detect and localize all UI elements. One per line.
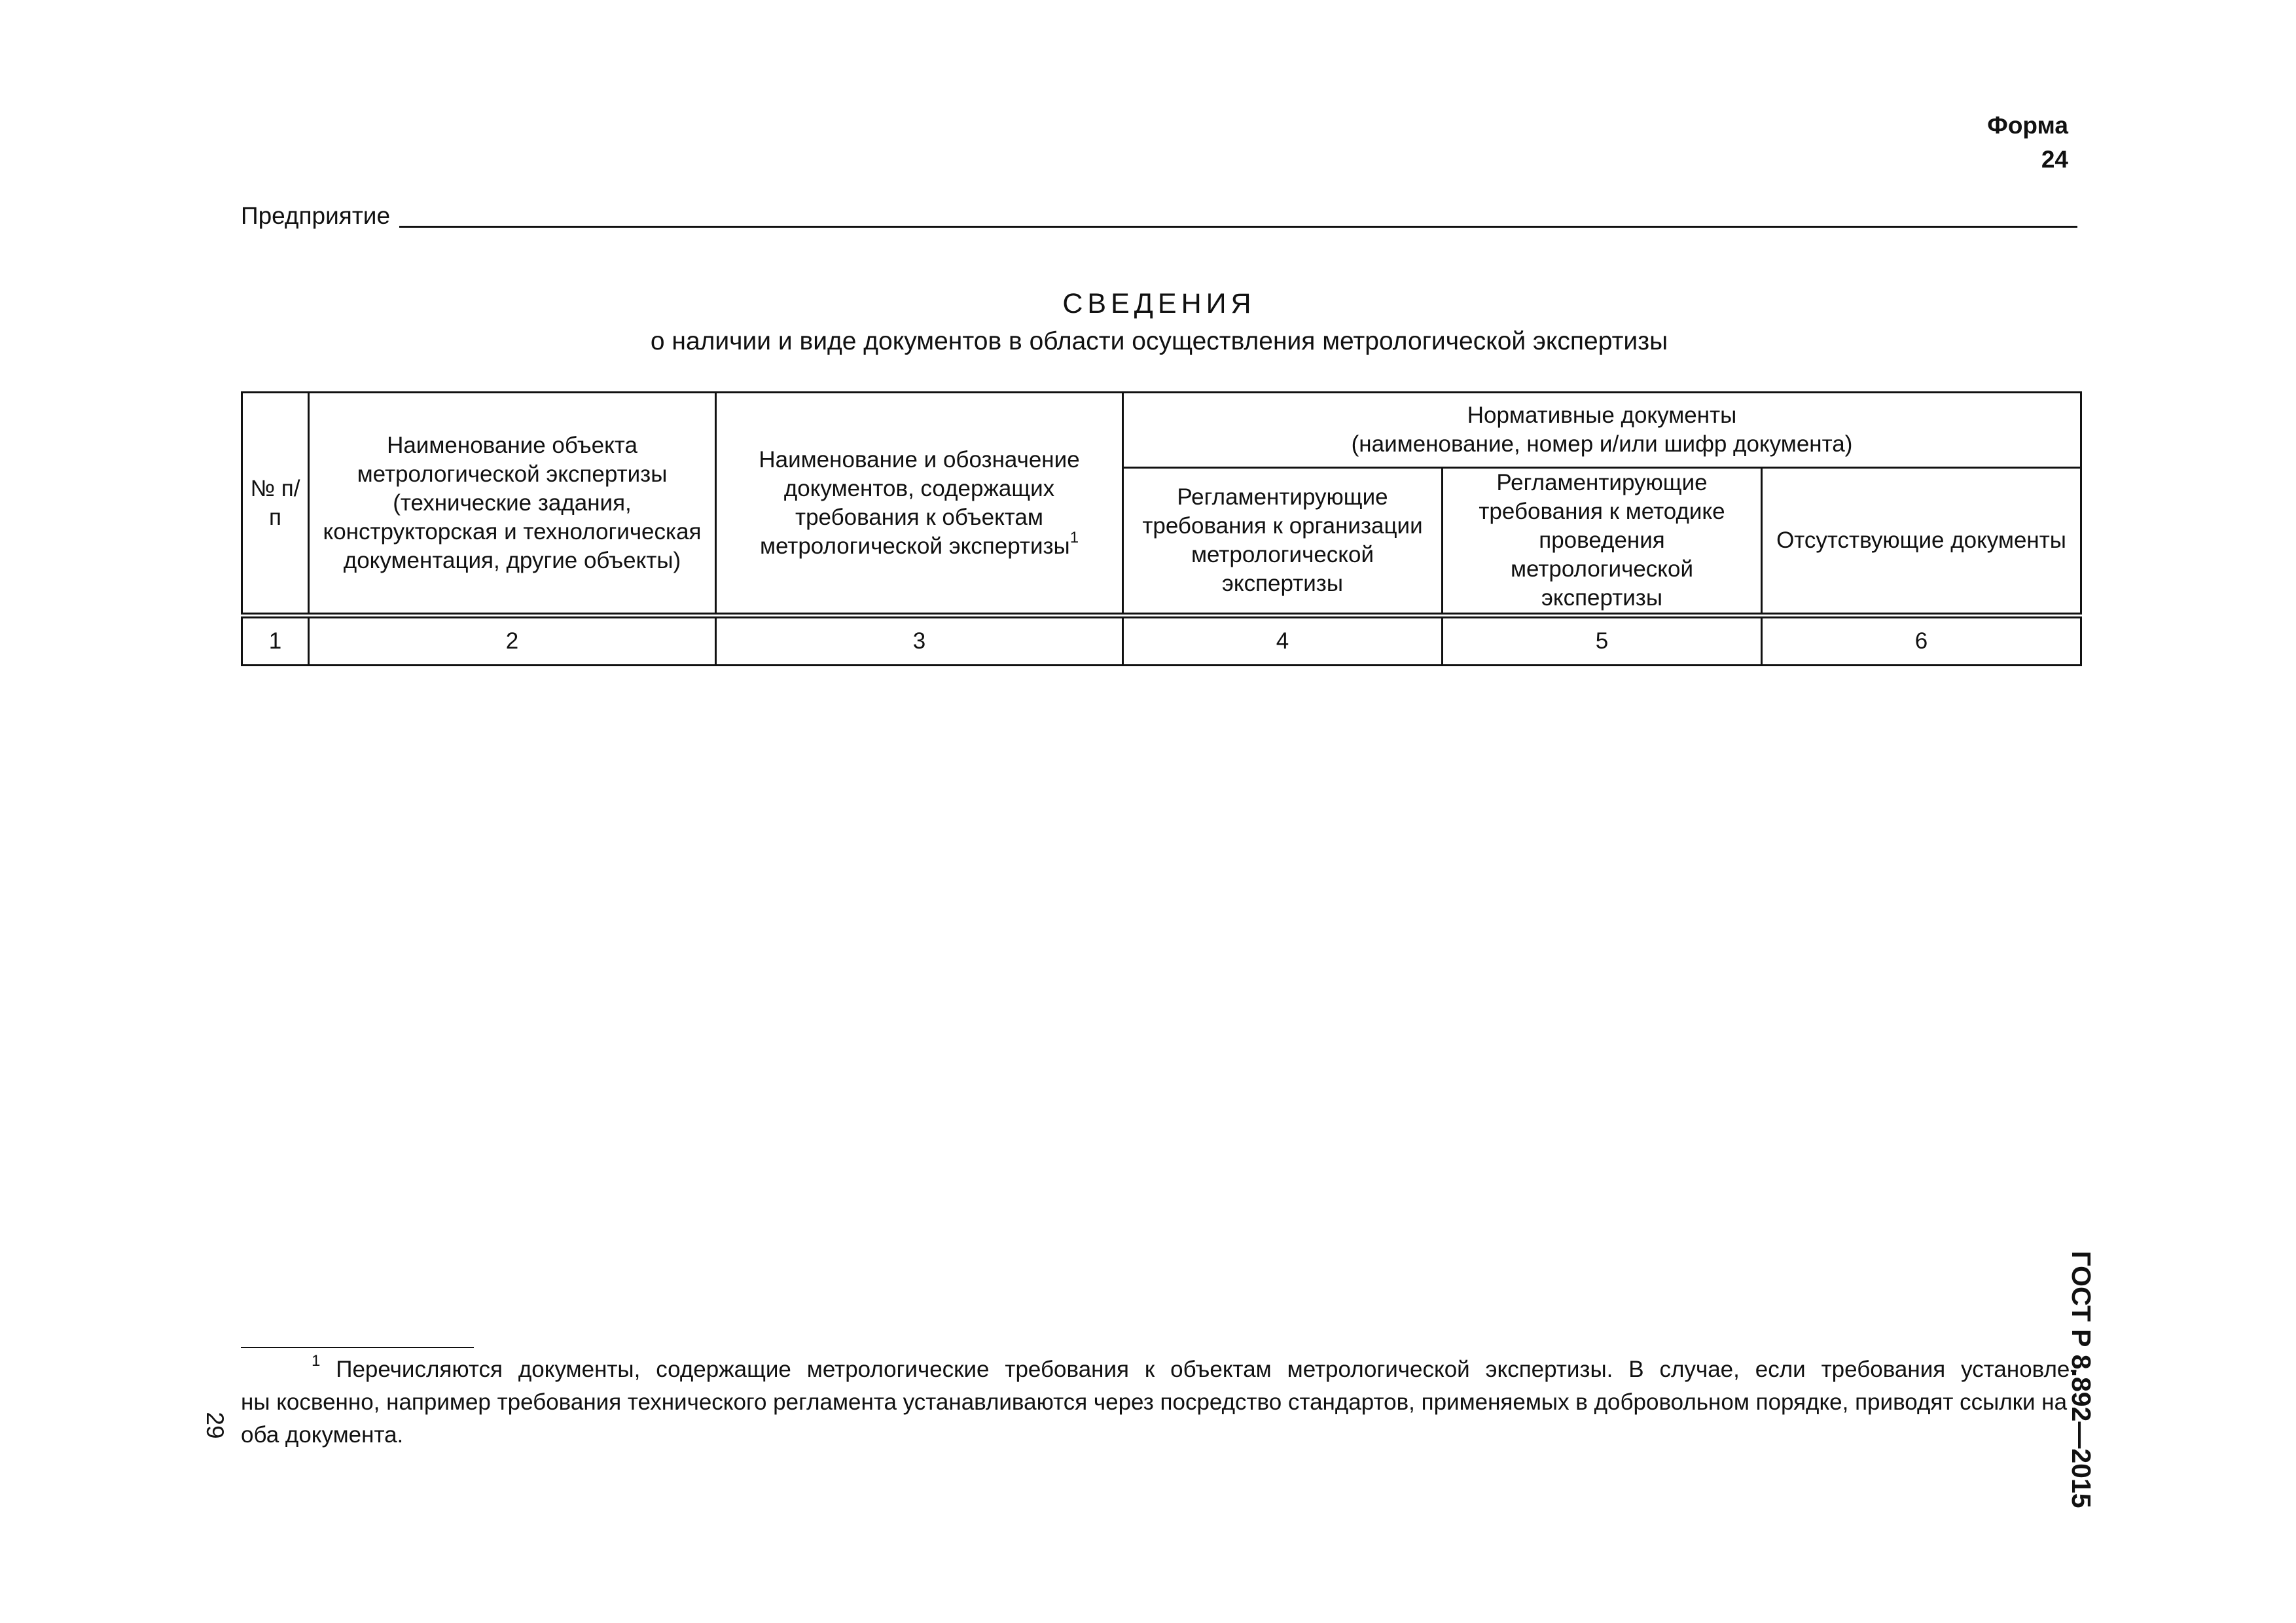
- column-number: 6: [1762, 616, 2081, 666]
- enterprise-label: Предприятие: [241, 202, 391, 229]
- standard-code: ГОСТ Р 8.892—2015: [2066, 1251, 2096, 1508]
- column-numbers-row: [242, 616, 2081, 666]
- footnote-reference: 1: [1069, 528, 1079, 546]
- column-number: 5: [1443, 616, 1762, 666]
- column-number: 1: [242, 616, 309, 666]
- header-document-name: Наименование и обозначение документов, содержащих требования к объектам метрологической экспертизы$^1$: [716, 393, 1123, 616]
- enterprise-fill-line: [399, 226, 2077, 228]
- column-number: 2: [309, 616, 716, 666]
- form-label: Форма 24: [1987, 112, 2068, 173]
- document-subtitle: о наличии и виде документов в области осуществления метрологической экспертизы: [650, 327, 1668, 355]
- document-title: СВЕДЕНИЯ: [1062, 288, 1256, 319]
- footnote-text-rest: ны косвенно, например требования технического регламента устанавливаются через посредство стандартов, применяемых в добровольном порядке, приводят ссылки на оба документа.: [241, 1389, 2068, 1448]
- documents-table: [241, 391, 2082, 666]
- footnote: [241, 1353, 2077, 1452]
- header-number: № п/п: [242, 393, 309, 616]
- footnote-text-first: Перечисляются документы, содержащие метрологические требования к объектам метрологической экспертизы. В случае, если требования установле-: [336, 1357, 2077, 1382]
- header-normative-documents: Нормативные документы (наименование, номер и/или шифр документа): [1123, 393, 2081, 468]
- page-number: 29: [202, 1412, 228, 1439]
- footnote-mark: 1: [312, 1352, 321, 1370]
- header-object-name: Наименование объекта метрологической экспертизы (технические задания, конструкторская и технологическая документация, другие объекты): [309, 393, 716, 616]
- column-number: 3: [716, 616, 1123, 666]
- header-method-requirements: Регламентирующие требования к методике проведения метрологической экспертизы: [1443, 468, 1762, 616]
- enterprise-field: [241, 198, 2077, 234]
- header-missing-documents: Отсутствующие документы: [1762, 468, 2081, 616]
- footnote-divider: [241, 1347, 474, 1348]
- header-organization-requirements: Регламентирующие требования к организации метрологической экспертизы: [1123, 468, 1443, 616]
- column-number: 4: [1123, 616, 1443, 666]
